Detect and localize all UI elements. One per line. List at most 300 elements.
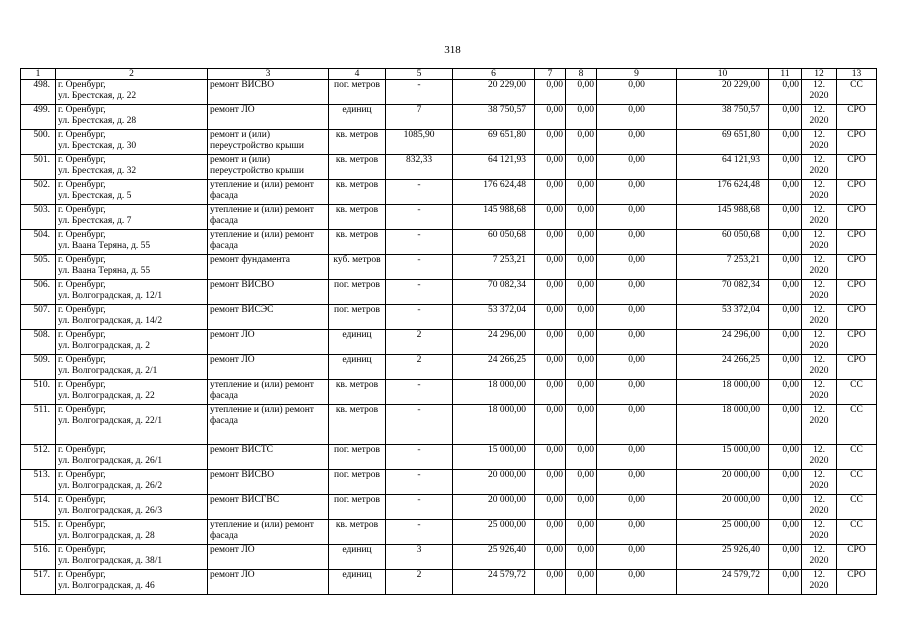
- col9-cell-value: 0,00: [628, 330, 645, 340]
- period-cell-value: 12. 2020: [809, 205, 829, 226]
- cost-cell: [453, 405, 535, 445]
- col10-cell-value: 25 000,00: [722, 520, 760, 530]
- col10-cell: [677, 330, 769, 355]
- col10-cell-value: 20 229,00: [722, 80, 760, 90]
- unit-cell-value: кв. метров: [335, 155, 379, 165]
- executor-cell-value: СС: [850, 80, 863, 90]
- col7-cell-value: 0,00: [546, 570, 563, 580]
- col10-cell: [677, 405, 769, 445]
- col-header-7: 7: [535, 69, 566, 80]
- col11-cell-value: 0,00: [782, 495, 799, 505]
- executor-cell: [837, 180, 877, 205]
- address-cell: [56, 80, 208, 105]
- row-number: [21, 155, 56, 180]
- col7-cell: [535, 130, 566, 155]
- unit-cell-value: куб. метров: [333, 255, 381, 265]
- cost-cell-value: 18 000,00: [488, 380, 526, 390]
- row-number: [21, 495, 56, 520]
- col10-cell: [677, 130, 769, 155]
- address-cell: [56, 570, 208, 595]
- col-header-8: 8: [566, 69, 597, 80]
- executor-cell: [837, 380, 877, 405]
- work-type-cell-value: ремонт ВИСТС: [210, 445, 274, 455]
- executor-cell-value: СРО: [847, 570, 866, 580]
- period-cell: [802, 545, 837, 570]
- quantity-cell-value: 1085,90: [403, 130, 435, 140]
- address-cell-line-2: ул. Волгоградская, д. 22/1: [58, 416, 163, 426]
- row-number-value: 502.: [33, 180, 50, 190]
- period-cell-value: 12. 2020: [809, 355, 829, 376]
- row-number: [21, 80, 56, 105]
- row-number-value: 498.: [33, 80, 50, 90]
- quantity-cell-value: -: [417, 380, 421, 390]
- col11-cell: [769, 470, 802, 495]
- col10-cell-value: 7 253,21: [726, 255, 760, 265]
- row-number: [21, 570, 56, 595]
- period-cell: [802, 155, 837, 180]
- row-number-value: 501.: [33, 155, 50, 165]
- quantity-cell-value: 2: [416, 355, 422, 365]
- col9-cell: [597, 255, 677, 280]
- cost-cell: [453, 180, 535, 205]
- period-cell-value: 12. 2020: [809, 405, 829, 426]
- period-cell-value: 12. 2020: [809, 495, 829, 516]
- col-header-5: 5: [386, 69, 453, 80]
- address-cell-line-2: ул. Волгоградская, д. 2: [58, 341, 150, 351]
- row-number-value: 507.: [33, 305, 50, 315]
- work-type-cell-value: ремонт ВИСВО: [210, 280, 275, 290]
- unit-cell: [329, 205, 386, 230]
- period-cell-value: 12. 2020: [809, 105, 829, 126]
- col7-cell-value: 0,00: [546, 495, 563, 505]
- cost-cell-value: 60 050,68: [488, 230, 526, 240]
- unit-cell-value: пог. метров: [334, 305, 380, 315]
- row-number-value: 517.: [33, 570, 50, 580]
- col9-cell-value: 0,00: [628, 405, 645, 415]
- work-type-cell-value: ремонт и (или) переустройство крыши: [210, 130, 304, 151]
- col7-cell-value: 0,00: [546, 105, 563, 115]
- row-number: [21, 330, 56, 355]
- col8-cell: [566, 180, 597, 205]
- unit-cell-value: кв. метров: [335, 405, 379, 415]
- col10-cell-value: 64 121,93: [722, 155, 760, 165]
- col7-cell-value: 0,00: [546, 470, 563, 480]
- col11-cell: [769, 130, 802, 155]
- cost-cell-value: 69 651,80: [488, 130, 526, 140]
- address-cell-line-2: ул. Брестская, д. 22: [58, 91, 137, 101]
- unit-cell: [329, 230, 386, 255]
- col9-cell-value: 0,00: [628, 130, 645, 140]
- address-cell-line-1: г. Оренбург,: [58, 155, 106, 165]
- work-type-cell: [208, 405, 329, 445]
- cost-cell: [453, 570, 535, 595]
- address-cell-line-1: г. Оренбург,: [58, 520, 106, 530]
- cost-cell: [453, 80, 535, 105]
- row-number: [21, 445, 56, 470]
- col9-cell: [597, 495, 677, 520]
- period-cell: [802, 305, 837, 330]
- executor-cell-value: СС: [850, 380, 863, 390]
- address-cell-line-1: г. Оренбург,: [58, 545, 106, 555]
- col8-cell: [566, 305, 597, 330]
- table-row: [21, 470, 877, 495]
- unit-cell: [329, 305, 386, 330]
- quantity-cell: [386, 520, 453, 545]
- cost-cell: [453, 520, 535, 545]
- col8-cell: [566, 80, 597, 105]
- row-number-value: 511.: [33, 405, 50, 415]
- period-cell-value: 12. 2020: [809, 130, 829, 151]
- col9-cell: [597, 380, 677, 405]
- col8-cell: [566, 105, 597, 130]
- unit-cell-value: единиц: [342, 545, 372, 555]
- col9-cell-value: 0,00: [628, 380, 645, 390]
- table-row: [21, 155, 877, 180]
- col7-cell: [535, 445, 566, 470]
- address-cell: [56, 445, 208, 470]
- cost-cell-value: 15 000,00: [488, 445, 526, 455]
- col11-cell-value: 0,00: [782, 130, 799, 140]
- quantity-cell-value: -: [417, 230, 421, 240]
- executor-cell: [837, 230, 877, 255]
- col10-cell-value: 18 000,00: [722, 405, 760, 415]
- cost-cell: [453, 495, 535, 520]
- row-number-value: 506.: [33, 280, 50, 290]
- address-cell-line-2: ул. Брестская, д. 7: [58, 216, 132, 226]
- cost-cell-value: 20 000,00: [488, 470, 526, 480]
- quantity-cell-value: 2: [416, 330, 422, 340]
- work-type-cell-value: ремонт ЛО: [210, 330, 255, 340]
- col9-cell-value: 0,00: [628, 445, 645, 455]
- col10-cell-value: 20 000,00: [722, 495, 760, 505]
- address-cell-line-1: г. Оренбург,: [58, 495, 106, 505]
- row-number-value: 509.: [33, 355, 50, 365]
- cost-cell: [453, 380, 535, 405]
- table-row: [21, 355, 877, 380]
- row-number-value: 500.: [33, 130, 50, 140]
- quantity-cell: [386, 180, 453, 205]
- col7-cell: [535, 155, 566, 180]
- executor-cell-value: СРО: [847, 305, 866, 315]
- quantity-cell: [386, 230, 453, 255]
- executor-cell-value: СС: [850, 495, 863, 505]
- col10-cell: [677, 570, 769, 595]
- col7-cell: [535, 355, 566, 380]
- unit-cell: [329, 155, 386, 180]
- executor-cell-value: СРО: [847, 280, 866, 290]
- work-type-cell-value: утепление и (или) ремонт фасада: [210, 205, 314, 226]
- address-cell-line-1: г. Оренбург,: [58, 570, 106, 580]
- address-cell-line-1: г. Оренбург,: [58, 105, 106, 115]
- col7-cell: [535, 105, 566, 130]
- table-row: [21, 205, 877, 230]
- executor-cell-value: СРО: [847, 180, 866, 190]
- col10-cell-value: 60 050,68: [722, 230, 760, 240]
- col7-cell: [535, 570, 566, 595]
- col7-cell-value: 0,00: [546, 130, 563, 140]
- col11-cell-value: 0,00: [782, 570, 799, 580]
- col7-cell-value: 0,00: [546, 180, 563, 190]
- col7-cell-value: 0,00: [546, 230, 563, 240]
- period-cell-value: 12. 2020: [809, 570, 829, 591]
- work-type-cell-value: ремонт ЛО: [210, 570, 255, 580]
- quantity-cell-value: -: [417, 305, 421, 315]
- unit-cell: [329, 545, 386, 570]
- address-cell-line-2: ул. Волгоградская, д. 12/1: [58, 291, 163, 301]
- address-cell-line-1: г. Оренбург,: [58, 255, 106, 265]
- col8-cell-value: 0,00: [577, 355, 594, 365]
- work-type-cell: [208, 330, 329, 355]
- address-cell: [56, 495, 208, 520]
- col11-cell: [769, 230, 802, 255]
- col11-cell: [769, 495, 802, 520]
- work-type-cell-value: ремонт ВИСГВС: [210, 495, 280, 505]
- cost-cell-value: 24 579,72: [488, 570, 526, 580]
- quantity-cell-value: -: [417, 255, 421, 265]
- period-cell: [802, 205, 837, 230]
- period-cell-value: 12. 2020: [809, 380, 829, 401]
- col8-cell-value: 0,00: [577, 80, 594, 90]
- work-type-cell-value: ремонт ЛО: [210, 545, 255, 555]
- col11-cell-value: 0,00: [782, 470, 799, 480]
- unit-cell-value: единиц: [342, 570, 372, 580]
- work-type-cell-value: утепление и (или) ремонт фасада: [210, 180, 314, 201]
- header-row: [21, 69, 877, 80]
- col10-cell: [677, 445, 769, 470]
- col9-cell: [597, 180, 677, 205]
- executor-cell-value: СРО: [847, 130, 866, 140]
- col11-cell-value: 0,00: [782, 255, 799, 265]
- col7-cell: [535, 380, 566, 405]
- col7-cell-value: 0,00: [546, 80, 563, 90]
- col-header-9: 9: [597, 69, 677, 80]
- col11-cell: [769, 355, 802, 380]
- address-cell: [56, 155, 208, 180]
- quantity-cell: [386, 305, 453, 330]
- col8-cell-value: 0,00: [577, 230, 594, 240]
- col8-cell: [566, 230, 597, 255]
- executor-cell: [837, 280, 877, 305]
- col8-cell: [566, 380, 597, 405]
- row-number: [21, 230, 56, 255]
- col9-cell: [597, 305, 677, 330]
- col8-cell-value: 0,00: [577, 180, 594, 190]
- col8-cell: [566, 130, 597, 155]
- quantity-cell: [386, 495, 453, 520]
- cost-cell-value: 20 000,00: [488, 495, 526, 505]
- col7-cell: [535, 545, 566, 570]
- quantity-cell: [386, 205, 453, 230]
- col9-cell: [597, 80, 677, 105]
- row-number: [21, 355, 56, 380]
- col10-cell-value: 176 624,48: [717, 180, 760, 190]
- row-number-value: 515.: [33, 520, 50, 530]
- col10-cell-value: 20 000,00: [722, 470, 760, 480]
- work-type-cell: [208, 230, 329, 255]
- quantity-cell-value: -: [417, 205, 421, 215]
- col9-cell: [597, 280, 677, 305]
- executor-cell-value: СРО: [847, 155, 866, 165]
- col9-cell-value: 0,00: [628, 545, 645, 555]
- cost-cell-value: 24 296,00: [488, 330, 526, 340]
- unit-cell-value: пог. метров: [334, 280, 380, 290]
- col10-cell: [677, 230, 769, 255]
- col8-cell-value: 0,00: [577, 205, 594, 215]
- col8-cell-value: 0,00: [577, 305, 594, 315]
- col10-cell-value: 145 988,68: [717, 205, 760, 215]
- quantity-cell-value: -: [417, 180, 421, 190]
- row-number-value: 513.: [33, 470, 50, 480]
- col7-cell-value: 0,00: [546, 380, 563, 390]
- work-type-cell-value: ремонт ВИСВО: [210, 80, 275, 90]
- row-number-value: 505.: [33, 255, 50, 265]
- executor-cell: [837, 520, 877, 545]
- col7-cell-value: 0,00: [546, 545, 563, 555]
- address-cell: [56, 520, 208, 545]
- table-row: [21, 520, 877, 545]
- col8-cell: [566, 355, 597, 380]
- unit-cell: [329, 470, 386, 495]
- col10-cell: [677, 495, 769, 520]
- unit-cell-value: кв. метров: [335, 520, 379, 530]
- col9-cell-value: 0,00: [628, 495, 645, 505]
- period-cell-value: 12. 2020: [809, 330, 829, 351]
- quantity-cell-value: -: [417, 495, 421, 505]
- executor-cell: [837, 330, 877, 355]
- quantity-cell: [386, 330, 453, 355]
- table-row: [21, 545, 877, 570]
- executor-cell: [837, 495, 877, 520]
- row-number-value: 514.: [33, 495, 50, 505]
- cost-cell-value: 18 000,00: [488, 405, 526, 415]
- executor-cell: [837, 105, 877, 130]
- unit-cell: [329, 405, 386, 445]
- period-cell-value: 12. 2020: [809, 80, 829, 101]
- address-cell-line-1: г. Оренбург,: [58, 380, 106, 390]
- address-cell: [56, 205, 208, 230]
- executor-cell-value: СС: [850, 405, 863, 415]
- col7-cell-value: 0,00: [546, 355, 563, 365]
- col8-cell: [566, 155, 597, 180]
- period-cell-value: 12. 2020: [809, 545, 829, 566]
- col8-cell: [566, 330, 597, 355]
- col7-cell-value: 0,00: [546, 155, 563, 165]
- cost-cell-value: 176 624,48: [483, 180, 526, 190]
- col10-cell-value: 70 082,34: [722, 280, 760, 290]
- cost-cell: [453, 105, 535, 130]
- col7-cell: [535, 180, 566, 205]
- col10-cell: [677, 205, 769, 230]
- col7-cell: [535, 305, 566, 330]
- col10-cell: [677, 520, 769, 545]
- col8-cell: [566, 520, 597, 545]
- quantity-cell: [386, 105, 453, 130]
- address-cell: [56, 470, 208, 495]
- col-header-13: 13: [837, 69, 877, 80]
- col10-cell: [677, 180, 769, 205]
- row-number: [21, 105, 56, 130]
- quantity-cell-value: -: [417, 445, 421, 455]
- quantity-cell: [386, 405, 453, 445]
- col10-cell-value: 24 266,25: [722, 355, 760, 365]
- col8-cell-value: 0,00: [577, 380, 594, 390]
- row-number: [21, 180, 56, 205]
- unit-cell: [329, 495, 386, 520]
- col7-cell: [535, 205, 566, 230]
- row-number: [21, 405, 56, 445]
- work-type-cell: [208, 105, 329, 130]
- executor-cell: [837, 155, 877, 180]
- address-cell: [56, 230, 208, 255]
- period-cell: [802, 445, 837, 470]
- col9-cell: [597, 230, 677, 255]
- address-cell-line-1: г. Оренбург,: [58, 230, 106, 240]
- period-cell-value: 12. 2020: [809, 280, 829, 301]
- table-row: [21, 305, 877, 330]
- address-cell: [56, 130, 208, 155]
- row-number: [21, 280, 56, 305]
- col7-cell-value: 0,00: [546, 280, 563, 290]
- col8-cell-value: 0,00: [577, 280, 594, 290]
- work-type-cell: [208, 470, 329, 495]
- col8-cell: [566, 495, 597, 520]
- period-cell: [802, 180, 837, 205]
- cost-cell-value: 53 372,04: [488, 305, 526, 315]
- quantity-cell: [386, 155, 453, 180]
- col9-cell-value: 0,00: [628, 205, 645, 215]
- unit-cell-value: пог. метров: [334, 470, 380, 480]
- work-type-cell: [208, 180, 329, 205]
- unit-cell-value: пог. метров: [334, 495, 380, 505]
- executor-cell-value: СРО: [847, 205, 866, 215]
- cost-cell: [453, 445, 535, 470]
- period-cell: [802, 570, 837, 595]
- col11-cell-value: 0,00: [782, 180, 799, 190]
- period-cell-value: 12. 2020: [809, 230, 829, 251]
- col10-cell: [677, 255, 769, 280]
- quantity-cell: [386, 280, 453, 305]
- col10-cell-value: 53 372,04: [722, 305, 760, 315]
- address-cell-line-1: г. Оренбург,: [58, 405, 106, 415]
- work-type-cell-value: ремонт фундамента: [210, 255, 290, 265]
- works-table: [20, 68, 877, 595]
- address-cell: [56, 255, 208, 280]
- col9-cell-value: 0,00: [628, 470, 645, 480]
- address-cell-line-1: г. Оренбург,: [58, 355, 106, 365]
- col8-cell-value: 0,00: [577, 255, 594, 265]
- col7-cell: [535, 255, 566, 280]
- address-cell-line-2: ул. Брестская, д. 28: [58, 116, 137, 126]
- col8-cell-value: 0,00: [577, 105, 594, 115]
- unit-cell-value: кв. метров: [335, 205, 379, 215]
- col9-cell-value: 0,00: [628, 255, 645, 265]
- table-row: [21, 445, 877, 470]
- work-type-cell-value: утепление и (или) ремонт фасада: [210, 380, 314, 401]
- col7-cell-value: 0,00: [546, 330, 563, 340]
- row-number: [21, 205, 56, 230]
- col10-cell-value: 24 296,00: [722, 330, 760, 340]
- address-cell-line-2: ул. Волгоградская, д. 26/1: [58, 456, 163, 466]
- cost-cell: [453, 355, 535, 380]
- col11-cell-value: 0,00: [782, 280, 799, 290]
- unit-cell-value: кв. метров: [335, 180, 379, 190]
- executor-cell: [837, 255, 877, 280]
- col7-cell: [535, 495, 566, 520]
- col8-cell: [566, 205, 597, 230]
- table-row: [21, 495, 877, 520]
- work-type-cell: [208, 495, 329, 520]
- cost-cell-value: 25 000,00: [488, 520, 526, 530]
